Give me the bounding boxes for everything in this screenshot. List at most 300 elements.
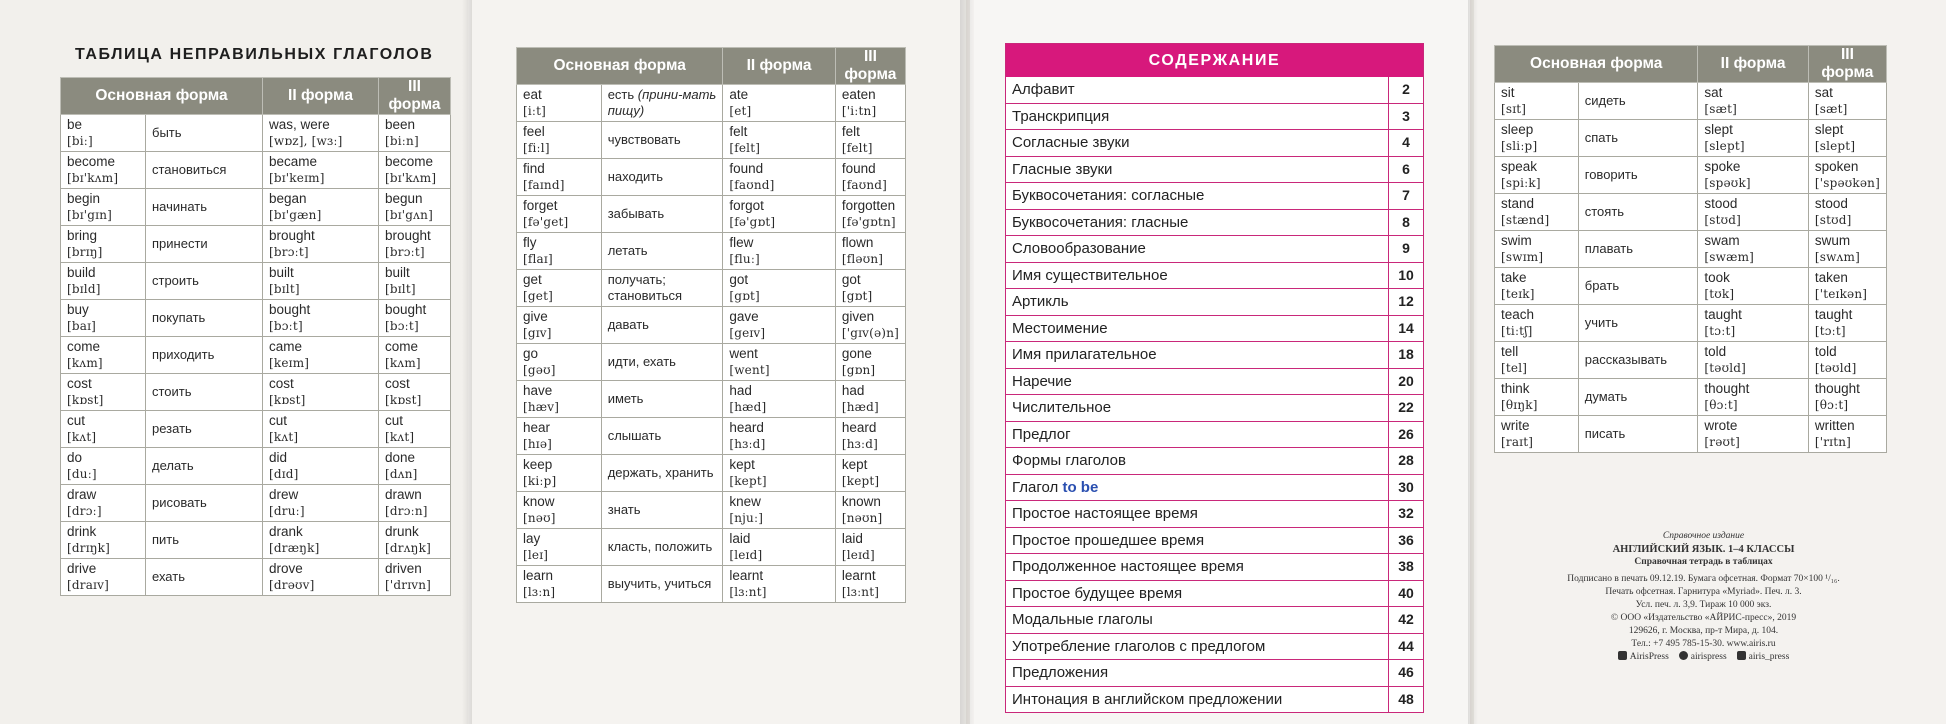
translation-cell (601, 307, 723, 344)
translation: начинать (152, 199, 208, 214)
verb-word: cut (269, 413, 288, 428)
verb-word: write (1501, 418, 1530, 433)
verb-transcription: [brɔːt] (385, 245, 425, 259)
verb-word: swam (1704, 233, 1740, 248)
verb-transcription: [nəʊ] (523, 511, 556, 525)
verb-transcription: [faʊnd] (841, 178, 888, 192)
third-form-cell (835, 233, 905, 270)
verb-transcription: [drɪŋk] (67, 541, 111, 555)
third-form-cell (835, 529, 905, 566)
verb-word: found (841, 161, 876, 176)
verb-transcription: [wɒz], [wɜː] (269, 134, 343, 148)
verb-transcription: [tiːtʃ] (1501, 324, 1533, 338)
verb-word: thought (1704, 381, 1750, 396)
verb-transcription: [draɪv] (67, 578, 109, 592)
third-form-cell (1808, 268, 1886, 305)
table-row (517, 159, 906, 196)
translation-cell (601, 455, 723, 492)
table-row (61, 374, 451, 411)
verb-transcription: [get] (523, 289, 553, 303)
verb-word: learn (523, 568, 554, 583)
table-row (1495, 305, 1887, 342)
verb-transcription: [sæt] (1704, 102, 1737, 116)
translation-cell (146, 522, 263, 559)
base-form-cell (517, 529, 602, 566)
verb-transcription: [leɪ] (523, 548, 549, 562)
verb-transcription: [hɜːd] (729, 437, 766, 451)
verb-word: draw (67, 487, 97, 502)
contents-page-number: 22 (1388, 395, 1423, 421)
verb-transcription: [keɪm] (269, 356, 310, 370)
second-form-cell (1698, 83, 1808, 120)
base-form-cell (61, 115, 146, 152)
column-header: III форма (835, 48, 905, 85)
verb-word: drink (67, 524, 97, 539)
third-form-cell (1808, 416, 1886, 453)
translation: выучить, учиться (607, 576, 712, 591)
contents-page-number: 46 (1388, 660, 1423, 686)
contents-page-number: 7 (1388, 183, 1423, 209)
verb-word: speak (1501, 159, 1538, 174)
second-form-cell (723, 529, 836, 566)
contents-item (1006, 77, 1423, 103)
verb-transcription: [bɪ'kʌm] (67, 171, 119, 185)
contents-item (1006, 474, 1423, 501)
third-form-cell (835, 418, 905, 455)
base-form-cell (1495, 120, 1579, 157)
second-form-cell (1698, 157, 1808, 194)
verb-transcription: [tɔːt] (1814, 324, 1846, 338)
verb-transcription: [gɒt] (841, 289, 873, 303)
second-form-cell (263, 485, 379, 522)
verb-word: heard (841, 420, 877, 435)
second-form-cell (263, 263, 379, 300)
second-form-cell (723, 122, 836, 159)
imprint-block (1496, 530, 1911, 664)
verb-transcription: [tʊk] (1704, 287, 1735, 301)
contents-page-number: 3 (1388, 104, 1423, 130)
verb-word: forgotten (841, 198, 896, 213)
third-form-cell (835, 455, 905, 492)
translation: резать (152, 421, 192, 436)
base-form-cell (517, 233, 602, 270)
table-row (1495, 268, 1887, 305)
verb-transcription: [kʌt] (385, 430, 415, 444)
verb-word: felt (841, 124, 860, 139)
verb-transcription: [dɪd] (269, 467, 299, 481)
contents-item-title: Артикль (1012, 293, 1069, 310)
second-form-cell (723, 381, 836, 418)
imprint-line: Подписано в печать 09.12.19. Бумага офсетная. Формат 70×100 ¹/₁₆. (1567, 574, 1840, 584)
contents-page-number: 18 (1388, 342, 1423, 368)
translation-note: (прини-мать пищу) (607, 87, 717, 118)
imprint-line: Печать офсетная. Гарнитура «Myriad». Печ. л. 3. (1605, 587, 1802, 597)
verb-word: bring (67, 228, 98, 243)
page-fold-shadow (960, 0, 974, 724)
contents-page-number: 28 (1388, 448, 1423, 474)
contents-page-number: 20 (1388, 369, 1423, 395)
third-form-cell (835, 270, 905, 307)
third-form-cell (379, 189, 451, 226)
translation: класть, положить (607, 539, 713, 554)
table-row (517, 418, 906, 455)
verb-word: stood (1704, 196, 1738, 211)
irregular-verbs-table (516, 47, 906, 603)
verb-transcription: [kɒst] (67, 393, 104, 407)
contents-item (1006, 235, 1423, 262)
translation: слышать (607, 428, 662, 443)
contents-page-number: 40 (1388, 581, 1423, 607)
translation-cell (146, 226, 263, 263)
second-form-cell (1698, 305, 1808, 342)
translation-cell (601, 566, 723, 603)
verb-word: give (523, 309, 548, 324)
verb-word: know (523, 494, 555, 509)
verb-word: got (729, 272, 749, 287)
verb-transcription: [θɔːt] (1704, 398, 1738, 412)
third-form-cell (835, 196, 905, 233)
table-row (1495, 231, 1887, 268)
translation-cell (601, 418, 723, 455)
translation: рисовать (152, 495, 207, 510)
verb-transcription: [swʌm] (1814, 250, 1860, 264)
translation-cell (1578, 120, 1698, 157)
contents-item (1006, 394, 1423, 421)
base-form-cell (517, 122, 602, 159)
table-row (517, 196, 906, 233)
third-form-cell (379, 115, 451, 152)
contents-item (1006, 553, 1423, 580)
contents-page-number: 4 (1388, 130, 1423, 156)
third-form-cell (379, 337, 451, 374)
base-form-cell (61, 374, 146, 411)
verb-transcription: [felt] (729, 141, 761, 155)
verb-word: cost (67, 376, 92, 391)
base-form-cell (1495, 342, 1579, 379)
verb-transcription: [stʊd] (1814, 213, 1852, 227)
verb-word: learnt (729, 568, 764, 583)
verb-transcription: [dræŋk] (269, 541, 320, 555)
table-row (517, 344, 906, 381)
verb-word: did (269, 450, 288, 465)
verb-transcription: [kʌt] (269, 430, 299, 444)
verb-transcription: [swɪm] (1501, 250, 1544, 264)
verb-word: begun (385, 191, 423, 206)
social-instagram: airispress (1679, 651, 1727, 664)
translation-cell (601, 381, 723, 418)
verb-word: sit (1501, 85, 1515, 100)
verb-word: forgot (729, 198, 764, 213)
verb-transcription: [brɔːt] (269, 245, 309, 259)
translation: думать (1584, 389, 1628, 404)
verb-word: begin (67, 191, 101, 206)
verb-transcription: [drəʊv] (269, 578, 315, 592)
base-form-cell (517, 159, 602, 196)
verb-word: be (67, 117, 83, 132)
verb-word: sat (1814, 85, 1833, 100)
translation: идти, ехать (607, 354, 676, 369)
verb-word: sat (1704, 85, 1723, 100)
contents-item-title: Интонация в английском предложении (1012, 690, 1283, 708)
verb-word: found (729, 161, 764, 176)
verb-word: come (385, 339, 419, 354)
verb-transcription: [lɜːn] (523, 585, 556, 599)
second-form-cell (1698, 231, 1808, 268)
youtube-icon (1737, 651, 1746, 660)
verb-transcription: [bɪ'gæn] (269, 208, 322, 222)
verb-transcription: [felt] (841, 141, 873, 155)
verb-transcription: [kɒst] (385, 393, 422, 407)
verb-transcription: [lɜːnt] (729, 585, 767, 599)
third-form-cell (1808, 157, 1886, 194)
irregular-verbs-table (60, 77, 451, 596)
verb-word: built (269, 265, 294, 280)
base-form-cell (517, 307, 602, 344)
base-form-cell (1495, 268, 1579, 305)
second-form-cell (723, 85, 836, 122)
verb-transcription: [fə'gɒtn] (841, 215, 896, 229)
verb-transcription: [bɔːt] (269, 319, 303, 333)
third-form-cell (1808, 231, 1886, 268)
verb-transcription: [lɜːnt] (841, 585, 880, 599)
contents-item (1006, 129, 1423, 156)
verb-word: became (269, 154, 318, 169)
third-form-cell (835, 122, 905, 159)
verb-word: laid (841, 531, 863, 546)
translation-cell (601, 196, 723, 233)
second-form-cell (263, 448, 379, 485)
verb-transcription: [rəʊt] (1704, 435, 1741, 449)
verb-word: cut (385, 413, 404, 428)
verb-word: spoke (1704, 159, 1741, 174)
third-form-cell (835, 85, 905, 122)
contents-item-title: Модальные глаголы (1012, 611, 1153, 628)
verb-word: written (1814, 418, 1855, 433)
contents-item-title: Буквосочетания: согласные (1012, 187, 1205, 204)
base-form-cell (61, 559, 146, 596)
contents-item-title: Простое будущее время (1012, 584, 1183, 602)
second-form-cell (263, 152, 379, 189)
translation: писать (1584, 426, 1626, 441)
verb-transcription: [geɪv] (729, 326, 766, 340)
translation: пить (152, 532, 180, 547)
contents-page-number: 6 (1388, 157, 1423, 183)
column-header: Основная форма (517, 48, 723, 85)
verb-word: keep (523, 457, 553, 472)
translation: чувствовать (607, 132, 681, 147)
verb-transcription: [bɪlt] (269, 282, 300, 296)
verb-word: buy (67, 302, 89, 317)
base-form-cell (61, 300, 146, 337)
translation: быть (152, 125, 182, 140)
table-row (61, 337, 451, 374)
table-row (1495, 416, 1887, 453)
second-form-cell (723, 233, 836, 270)
base-form-cell (517, 381, 602, 418)
contents-item (1006, 606, 1423, 633)
contents-item (1006, 341, 1423, 368)
third-form-cell (379, 263, 451, 300)
contents-item (1006, 527, 1423, 554)
translation-cell (1578, 305, 1698, 342)
contents-item-title: Буквосочетания: гласные (1012, 213, 1189, 231)
social-facebook: AirisPress (1618, 651, 1669, 664)
verb-word: sleep (1501, 122, 1534, 137)
verb-word: flown (841, 235, 874, 250)
verb-word: take (1501, 270, 1527, 285)
translation-cell (146, 374, 263, 411)
translation-cell (601, 159, 723, 196)
translation-cell (1578, 157, 1698, 194)
verb-word: known (841, 494, 881, 509)
verb-transcription: [kɒst] (269, 393, 306, 407)
translation-cell (1578, 268, 1698, 305)
verb-transcription: [tel] (1501, 361, 1528, 375)
verb-transcription: ['drɪvn] (385, 578, 432, 592)
translation: давать (607, 317, 649, 332)
verb-word: spoken (1814, 159, 1859, 174)
translation: держать, хранить (607, 465, 714, 480)
column-header: II форма (263, 78, 379, 115)
translation-cell (1578, 379, 1698, 416)
verb-transcription: [faɪnd] (523, 178, 565, 192)
verb-word: done (385, 450, 416, 465)
verb-transcription: [kʌm] (67, 356, 103, 370)
contents-item-title: Формы глаголов (1012, 452, 1126, 469)
verb-word: kept (841, 457, 868, 472)
contents-page-number: 36 (1388, 528, 1423, 554)
third-form-cell (1808, 83, 1886, 120)
table-row (61, 522, 451, 559)
table-row (1495, 120, 1887, 157)
verb-transcription: [raɪt] (1501, 435, 1534, 449)
third-form-cell (1808, 342, 1886, 379)
translation: приходить (152, 347, 215, 362)
verb-word: drove (269, 561, 303, 576)
third-form-cell (835, 307, 905, 344)
translation: принести (152, 236, 208, 251)
base-form-cell (517, 344, 602, 381)
contents-item (1006, 580, 1423, 607)
verb-word: driven (385, 561, 422, 576)
contents-page-number: 12 (1388, 289, 1423, 315)
second-form-cell (263, 189, 379, 226)
translation: сидеть (1584, 93, 1626, 108)
table-row (517, 233, 906, 270)
translation-cell (601, 529, 723, 566)
translation: ехать (152, 569, 185, 584)
contents-item (1006, 156, 1423, 183)
base-form-cell (517, 196, 602, 233)
verb-transcription: [dʌn] (385, 467, 418, 481)
translation-cell (146, 263, 263, 300)
table-row (61, 448, 451, 485)
verb-word: have (523, 383, 553, 398)
translation: плавать (1584, 241, 1634, 256)
column-header: III форма (379, 78, 451, 115)
table-row (517, 307, 906, 344)
verb-transcription: [sliːp] (1501, 139, 1538, 153)
verb-transcription: [sæt] (1814, 102, 1848, 116)
translation-cell (601, 344, 723, 381)
contents-item-highlight: to be (1062, 478, 1099, 496)
base-form-cell (1495, 305, 1579, 342)
column-header: II форма (1698, 46, 1808, 83)
verb-word: brought (385, 228, 431, 243)
verb-transcription: [təʊld] (1704, 361, 1747, 375)
verb-transcription: [gɒn] (841, 363, 876, 377)
contents-item-title: Употребление глаголов с предлогом (1012, 637, 1266, 655)
second-form-cell (723, 455, 836, 492)
verb-transcription: [kept] (729, 474, 767, 488)
translation-cell (146, 152, 263, 189)
contents-page-number: 8 (1388, 210, 1423, 236)
translation-cell (601, 122, 723, 159)
verb-word: built (385, 265, 410, 280)
second-form-cell (263, 337, 379, 374)
verb-transcription: [swæm] (1704, 250, 1755, 264)
translation: стоить (152, 384, 192, 399)
verb-word: bought (269, 302, 311, 317)
contents-page-number: 30 (1388, 475, 1423, 501)
contents-item (1006, 447, 1423, 474)
verb-word: flew (729, 235, 754, 250)
translation: летать (607, 243, 648, 258)
second-form-cell (263, 559, 379, 596)
verb-word: kept (729, 457, 755, 472)
translation-cell (146, 337, 263, 374)
translation: есть (607, 87, 635, 102)
page-title: ТАБЛИЦА НЕПРАВИЛЬНЫХ ГЛАГОЛОВ (75, 46, 434, 63)
verb-word: gave (729, 309, 759, 324)
translation: получать; становиться (607, 272, 683, 303)
contents-item-title: Местоимение (1012, 319, 1108, 337)
translation: делать (152, 458, 194, 473)
translation-cell (1578, 83, 1698, 120)
verb-transcription: [stænd] (1501, 213, 1550, 227)
contents-item (1006, 659, 1423, 686)
translation: учить (1584, 315, 1619, 330)
verb-transcription: [iːt] (523, 104, 547, 118)
verb-transcription: [bɪ'gʌn] (385, 208, 433, 222)
translation-cell (146, 485, 263, 522)
verb-transcription: [stʊd] (1704, 213, 1742, 227)
verb-word: learnt (841, 568, 876, 583)
contents-page-number: 42 (1388, 607, 1423, 633)
translation-cell (146, 448, 263, 485)
verb-transcription: [sɪt] (1501, 102, 1527, 116)
verb-word: taught (1814, 307, 1853, 322)
base-form-cell (1495, 379, 1579, 416)
translation: рассказывать (1584, 352, 1668, 367)
contents-item (1006, 368, 1423, 395)
verb-transcription: [bɪlt] (385, 282, 416, 296)
third-form-cell (379, 226, 451, 263)
verb-transcription: [druː] (269, 504, 305, 518)
contents-item (1006, 209, 1423, 236)
translation: говорить (1584, 167, 1638, 182)
third-form-cell (379, 559, 451, 596)
imprint-line: 129626, г. Москва, пр-т Мира, д. 104. (1628, 626, 1779, 636)
verb-transcription: [duː] (67, 467, 97, 481)
contents-page-number: 32 (1388, 501, 1423, 527)
contents-item (1006, 288, 1423, 315)
verb-word: teach (1501, 307, 1535, 322)
verb-word: bought (385, 302, 427, 317)
verb-word: laid (729, 531, 751, 546)
verb-transcription: [biːn] (385, 134, 419, 148)
imprint-subtitle: Справочная тетрадь в таблицах (1634, 557, 1773, 567)
